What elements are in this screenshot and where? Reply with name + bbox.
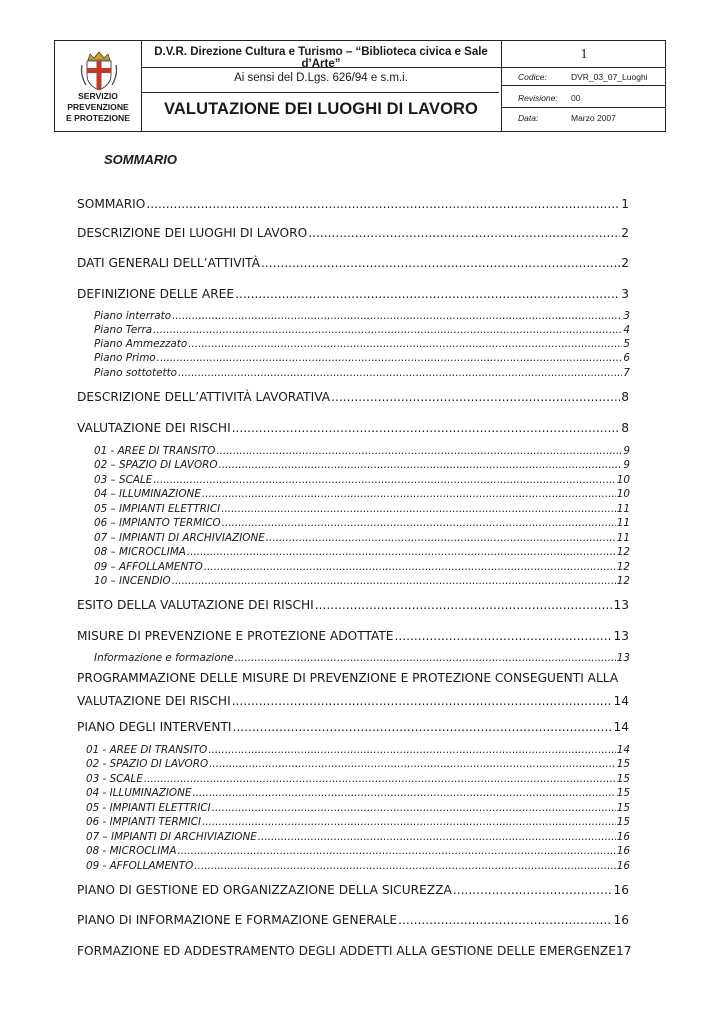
toc-entry-page: 8 [621,421,629,435]
toc-entry-page: 4 [623,324,630,336]
toc-entry-label: 04 – ILLUMINAZIONE [94,488,201,500]
toc-entry-page: 3 [621,287,629,301]
toc-entry[interactable] [77,629,629,643]
toc-entry-label: 09 - AFFOLLAMENTO [86,860,194,872]
toc-entry-label: PIANO DI GESTIONE ED ORGANIZZAZIONE DELLA SICUREZZA [77,883,452,897]
toc-entry-page: 16 [613,883,629,897]
toc-dot-leader [153,324,622,336]
toc-entry-page: 13 [613,629,629,643]
toc-dot-leader [261,256,620,270]
toc-dot-leader [172,310,622,322]
toc-entry[interactable] [77,944,632,958]
toc-dot-leader [188,338,622,350]
toc-subentry[interactable] [86,816,630,828]
toc-entry-label: 02 - SPAZIO DI LAVORO [86,758,209,770]
toc-entry-page: 15 [616,758,630,770]
toc-entry[interactable] [77,197,629,211]
toc-entry-label: ESITO DELLA VALUTAZIONE DEI RISCHI [77,598,314,612]
toc-entry-label: 07 – IMPIANTI DI ARCHIVIAZIONE [86,831,257,843]
toc-entry-label: Piano Terra [94,324,153,336]
toc-dot-leader [258,831,616,843]
unit-label-line: E PROTEZIONE [66,113,130,123]
toc-subentry[interactable] [86,773,630,785]
toc-entry-page: 16 [613,913,629,927]
toc-entry-page: 16 [616,860,630,872]
toc-dot-leader [157,352,623,364]
toc-entry-label: VALUTAZIONE DEI RISCHI [77,421,231,435]
toc-dot-leader [235,652,616,664]
toc-entry-page: 14 [613,720,629,734]
toc-dot-leader [453,883,613,897]
toc-entry-page: 9 [623,459,630,471]
toc-dot-leader [395,629,613,643]
toc-subentry[interactable] [94,324,630,336]
toc-entry-label: DESCRIZIONE DELL’ATTIVITÀ LAVORATIVA [77,390,331,404]
toc-subentry[interactable] [94,445,630,457]
toc-entry-page: 16 [616,831,630,843]
toc-entry-label: FORMAZIONE ED ADDESTRAMENTO DEGLI ADDETTI ALLA GESTIONE DELLE EMERGENZE [77,944,616,958]
toc-entry-label: Piano interrato [94,310,172,322]
toc-dot-leader [177,845,615,857]
toc-entry-page: 15 [616,773,630,785]
toc-entry-page: 5 [623,338,630,350]
toc-entry-page: 3 [623,310,630,322]
toc-dot-leader [308,226,620,240]
toc-entry[interactable] [77,390,629,404]
toc-dot-leader [146,197,620,211]
toc-entry-page: 11 [616,503,630,515]
toc-dot-leader [221,503,616,515]
toc-entry-page: 2 [621,256,629,270]
toc-entry-label: 10 – INCENDIO [94,575,171,587]
toc-dot-leader [202,816,616,828]
toc-entry-label: 07 – IMPIANTI DI ARCHIVIAZIONE [94,532,265,544]
toc-entry-label: 08 - MICROCLIMA [86,845,177,857]
toc-dot-leader [266,532,616,544]
toc-entry-label: Piano Ammezzato [94,338,188,350]
meta-key: Codice: [518,72,547,82]
toc-entry-page: 14 [616,744,630,756]
toc-entry-label-line: PROGRAMMAZIONE DELLE MISURE DI PREVENZIONE E PROTEZIONE CONSEGUENTI ALLA [77,671,619,685]
toc-subentry[interactable] [94,561,630,573]
toc-entry[interactable] [77,720,629,734]
toc-entry-label: 09 – AFFOLLAMENTO [94,561,203,573]
toc-dot-leader [232,421,621,435]
toc-dot-leader [144,773,616,785]
toc-dot-leader [172,575,616,587]
toc-entry-label: Piano sottotetto [94,367,178,379]
toc-dot-leader [212,802,616,814]
toc-entry-page: 10 [616,474,630,486]
toc-dot-leader [398,913,612,927]
toc-entry-label: DESCRIZIONE DEI LUOGHI DI LAVORO [77,226,308,240]
toc-subentry[interactable] [86,831,630,843]
meta-value: Marzo 2007 [571,113,616,123]
toc-entry-page: 12 [616,575,630,587]
toc-entry-page: 7 [623,367,630,379]
toc-subentry[interactable] [86,787,630,799]
toc-subentry[interactable] [94,488,630,500]
toc-entry-page: 11 [616,517,630,529]
toc-dot-leader [222,517,616,529]
toc-entry-label: PIANO DEGLI INTERVENTI [77,720,232,734]
toc-entry-page: 1 [621,197,629,211]
toc-entry[interactable] [77,694,629,708]
toc-dot-leader [331,390,620,404]
toc-subentry[interactable] [94,459,630,471]
toc-subentry[interactable] [86,860,630,872]
toc-entry[interactable] [77,256,629,270]
toc-dot-leader [153,474,615,486]
document-legal-reference: Ai sensi del D.Lgs. 626/94 e s.m.i. [234,72,408,84]
toc-entry-label: 08 – MICROCLIMA [94,546,186,558]
toc-dot-leader [192,787,615,799]
toc-entry-page: 14 [613,694,629,708]
meta-value: 00 [571,93,581,103]
toc-entry-label: 01 - AREE DI TRANSITO [94,445,216,457]
toc-entry-page: 12 [616,546,630,558]
toc-subentry[interactable] [86,758,630,770]
toc-entry[interactable] [77,598,629,612]
toc-entry-label: 06 - IMPIANTI TERMICI [86,816,202,828]
toc-entry-label: 04 - ILLUMINAZIONE [86,787,192,799]
toc-title: SOMMARIO [104,152,177,167]
toc-subentry[interactable] [94,546,630,558]
toc-entry-page: 6 [623,352,630,364]
toc-subentry[interactable] [94,575,630,587]
toc-entry-page: 9 [623,445,630,457]
toc-entry-label: 05 – IMPIANTI ELETTRICI [94,503,221,515]
toc-entry-label: DEFINIZIONE DELLE AREE [77,287,235,301]
toc-entry[interactable] [77,913,629,927]
toc-subentry[interactable] [94,367,630,379]
toc-entry-page: 17 [615,944,632,958]
toc-entry-label: DATI GENERALI DELL’ATTIVITÀ [77,256,260,270]
toc-subentry[interactable] [94,338,630,350]
toc-entry[interactable] [77,226,629,240]
toc-entry-label: 01 - AREE DI TRANSITO [86,744,208,756]
toc-entry-page: 2 [621,226,629,240]
toc-entry-page: 16 [616,845,630,857]
toc-subentry[interactable] [86,845,630,857]
toc-entry-label: 06 – IMPIANTO TERMICO [94,517,221,529]
toc-subentry[interactable] [94,474,630,486]
toc-entry-label: MISURE DI PREVENZIONE E PROTEZIONE ADOTTATE [77,629,394,643]
toc-subentry[interactable] [94,517,630,529]
toc-subentry[interactable] [86,802,630,814]
toc-subentry[interactable] [94,352,630,364]
toc-entry-label: VALUTAZIONE DEI RISCHI [77,694,231,708]
toc-dot-leader [204,561,616,573]
toc-dot-leader [209,758,616,770]
toc-dot-leader [178,367,622,379]
toc-entry-page: 13 [616,652,630,664]
toc-entry-page: 10 [616,488,630,500]
toc-entry[interactable] [77,287,629,301]
unit-label-line: PREVENZIONE [67,102,129,112]
toc-subentry[interactable] [94,503,630,515]
toc-entry-page: 11 [616,532,630,544]
page-number: 1 [580,47,588,62]
toc-entry-label: SOMMARIO [77,197,146,211]
toc-entry-page: 13 [613,598,629,612]
toc-entry-label: Piano Primo [94,352,156,364]
toc-dot-leader [216,445,622,457]
toc-subentry[interactable] [94,532,630,544]
unit-label-line: SERVIZIO [78,91,118,101]
toc-dot-leader [219,459,623,471]
toc-subentry[interactable] [94,652,630,664]
toc-entry-label: PIANO DI INFORMAZIONE E FORMAZIONE GENERALE [77,913,398,927]
toc-entry-label: Informazione e formazione [94,652,234,664]
toc-entry-label: 03 - SCALE [86,773,143,785]
toc-entry-label: 03 – SCALE [94,474,153,486]
toc-dot-leader [235,287,620,301]
toc-entry-page: 12 [616,561,630,573]
toc-entry-page: 8 [621,390,629,404]
toc-dot-leader [194,860,615,872]
document-title: VALUTAZIONE DEI LUOGHI DI LAVORO [164,100,478,118]
toc-dot-leader [208,744,615,756]
toc-entry-page: 15 [616,816,630,828]
toc-dot-leader [202,488,616,500]
toc-entry-page: 15 [616,787,630,799]
toc-dot-leader [187,546,616,558]
toc-entry-label: 02 – SPAZIO DI LAVORO [94,459,218,471]
meta-value: DVR_03_07_Luoghi [571,72,648,82]
meta-key: Data: [518,113,539,123]
toc-entry-label: 05 - IMPIANTI ELETTRICI [86,802,211,814]
toc-entry-page: 15 [616,802,630,814]
toc-dot-leader [233,720,613,734]
toc-subentry[interactable] [86,744,630,756]
toc-subentry[interactable] [94,310,630,322]
toc-entry[interactable] [77,421,629,435]
toc-dot-leader [232,694,613,708]
toc-dot-leader [315,598,613,612]
toc-entry[interactable] [77,883,629,897]
document-organization-title: D.V.R. Direzione Cultura e Turismo – “Biblioteca civica e Sale d’Arte” [154,46,488,70]
meta-key: Revisione: [518,93,558,103]
